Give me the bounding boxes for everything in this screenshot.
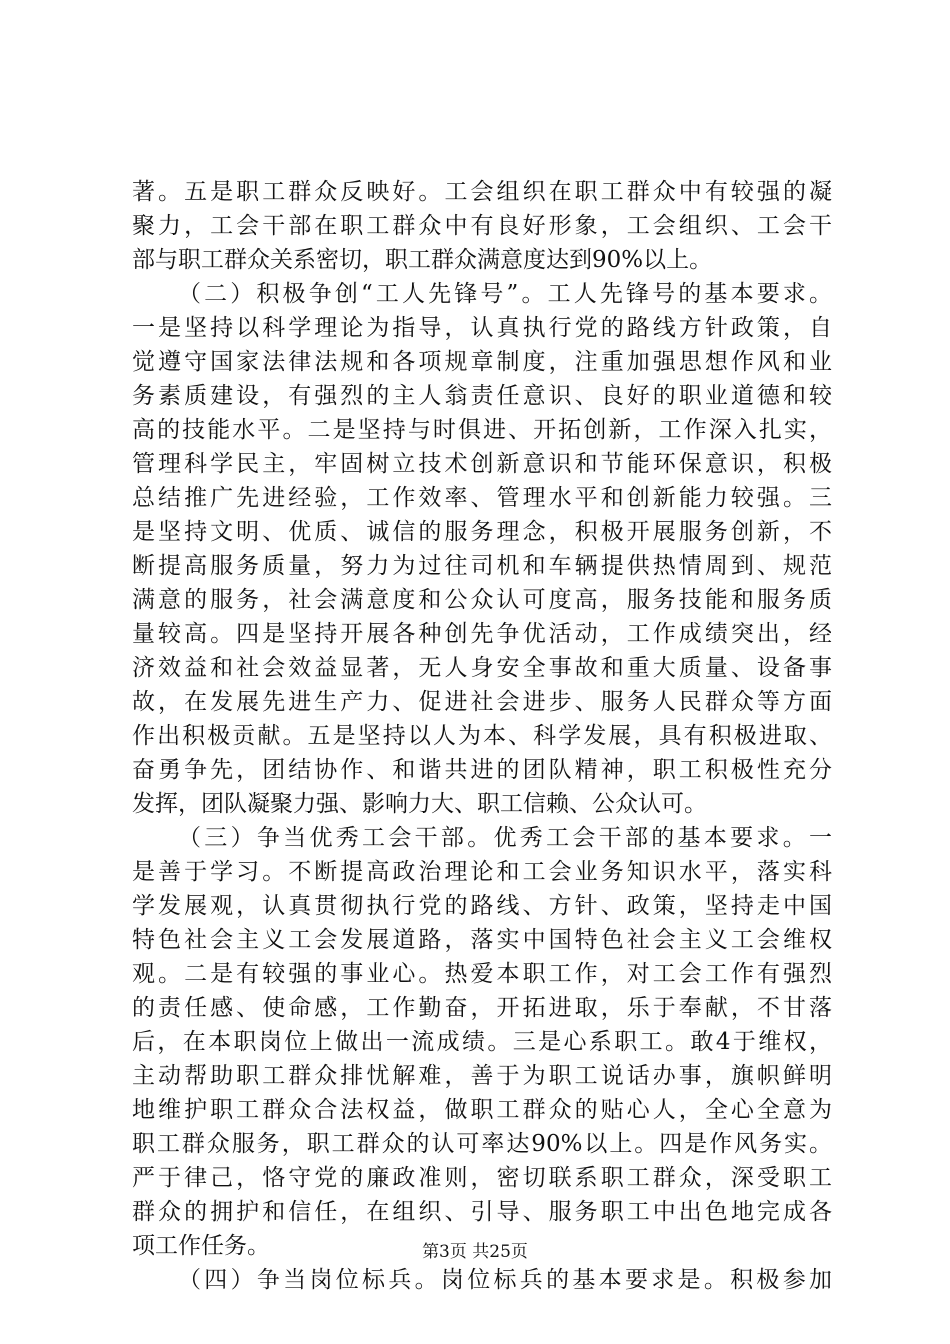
text-line: 是善于学习。不断提高政治理论和工会业务知识水平，落实科 [132, 859, 832, 885]
text-line: 济效益和社会效益显著，无人身安全事故和重大质量、设备事 [132, 655, 832, 681]
text-line: 管理科学民主，牢固树立技术创新意识和节能环保意识，积极 [132, 451, 832, 477]
text-line: 部与职工群众关系密切，职工群众满意度达到90%以上。 [132, 247, 713, 273]
text-line: 务素质建设，有强烈的主人翁责任意识、良好的职业道德和较 [132, 383, 832, 409]
text-line: 奋勇争先，团结协作、和谐共进的团队精神，职工积极性充分 [132, 757, 832, 783]
text-line: 总结推广先进经验，工作效率、管理水平和创新能力较强。三 [132, 485, 832, 511]
text-line: 是坚持文明、优质、诚信的服务理念，积极开展服务创新，不 [132, 519, 832, 545]
document-body [132, 175, 832, 1297]
text-line: 著。五是职工群众反映好。工会组织在职工群众中有较强的凝 [132, 179, 832, 205]
text-line: 量较高。四是坚持开展各种创先争优活动，工作成绩突出，经 [132, 621, 832, 647]
text-line: 严于律己，恪守党的廉政准则，密切联系职工群众，深受职工 [132, 1165, 832, 1191]
text-line: 群众的拥护和信任，在组织、引导、服务职工中出色地完成各 [132, 1199, 832, 1225]
text-line: 故，在发展先进生产力、促进社会进步、服务人民群众等方面 [132, 689, 832, 715]
text-line: 满意的服务，社会满意度和公众认可度高，服务技能和服务质 [132, 587, 832, 613]
text-line: （二）积极争创“工人先锋号”。工人先锋号的基本要求。 [178, 281, 832, 307]
text-line: 后，在本职岗位上做出一流成绩。三是心系职工。敢4于维权， [132, 1029, 832, 1055]
text-line: 觉遵守国家法律法规和各项规章制度，注重加强思想作风和业 [132, 349, 832, 375]
text-line: 高的技能水平。二是坚持与时俱进、开拓创新，工作深入扎实， [132, 417, 832, 443]
text-line: 的责任感、使命感，工作勤奋，开拓进取，乐于奉献，不甘落 [132, 995, 832, 1021]
text-line: 职工群众服务，职工群众的认可率达90%以上。四是作风务实。 [132, 1131, 832, 1157]
text-line: 作出积极贡献。五是坚持以人为本、科学发展，具有积极进取、 [132, 723, 832, 749]
text-line: 项工作任务。 [132, 1233, 270, 1259]
text-line: 观。二是有较强的事业心。热爱本职工作，对工会工作有强烈 [132, 961, 832, 987]
text-line: 一是坚持以科学理论为指导，认真执行党的路线方针政策，自 [132, 315, 832, 341]
text-line: 特色社会主义工会发展道路，落实中国特色社会主义工会维权 [132, 927, 832, 953]
text-line: 地维护职工群众合法权益，做职工群众的贴心人，全心全意为 [132, 1097, 832, 1123]
text-line: 主动帮助职工群众排忧解难，善于为职工说话办事，旗帜鲜明 [132, 1063, 832, 1089]
page-footer: 第3页 共25页 [422, 1242, 528, 1262]
text-line: 发挥，团队凝聚力强、影响力大、职工信赖、公众认可。 [132, 791, 707, 817]
text-line: 断提高服务质量，努力为过往司机和车辆提供热情周到、规范 [132, 553, 832, 579]
text-line: （三）争当优秀工会干部。优秀工会干部的基本要求。一 [178, 825, 832, 851]
text-line: 聚力，工会干部在职工群众中有良好形象，工会组织、工会干 [132, 213, 832, 239]
text-line: （四）争当岗位标兵。岗位标兵的基本要求是。积极参加 [178, 1267, 832, 1293]
text-line: 学发展观，认真贯彻执行党的路线、方针、政策，坚持走中国 [132, 893, 832, 919]
